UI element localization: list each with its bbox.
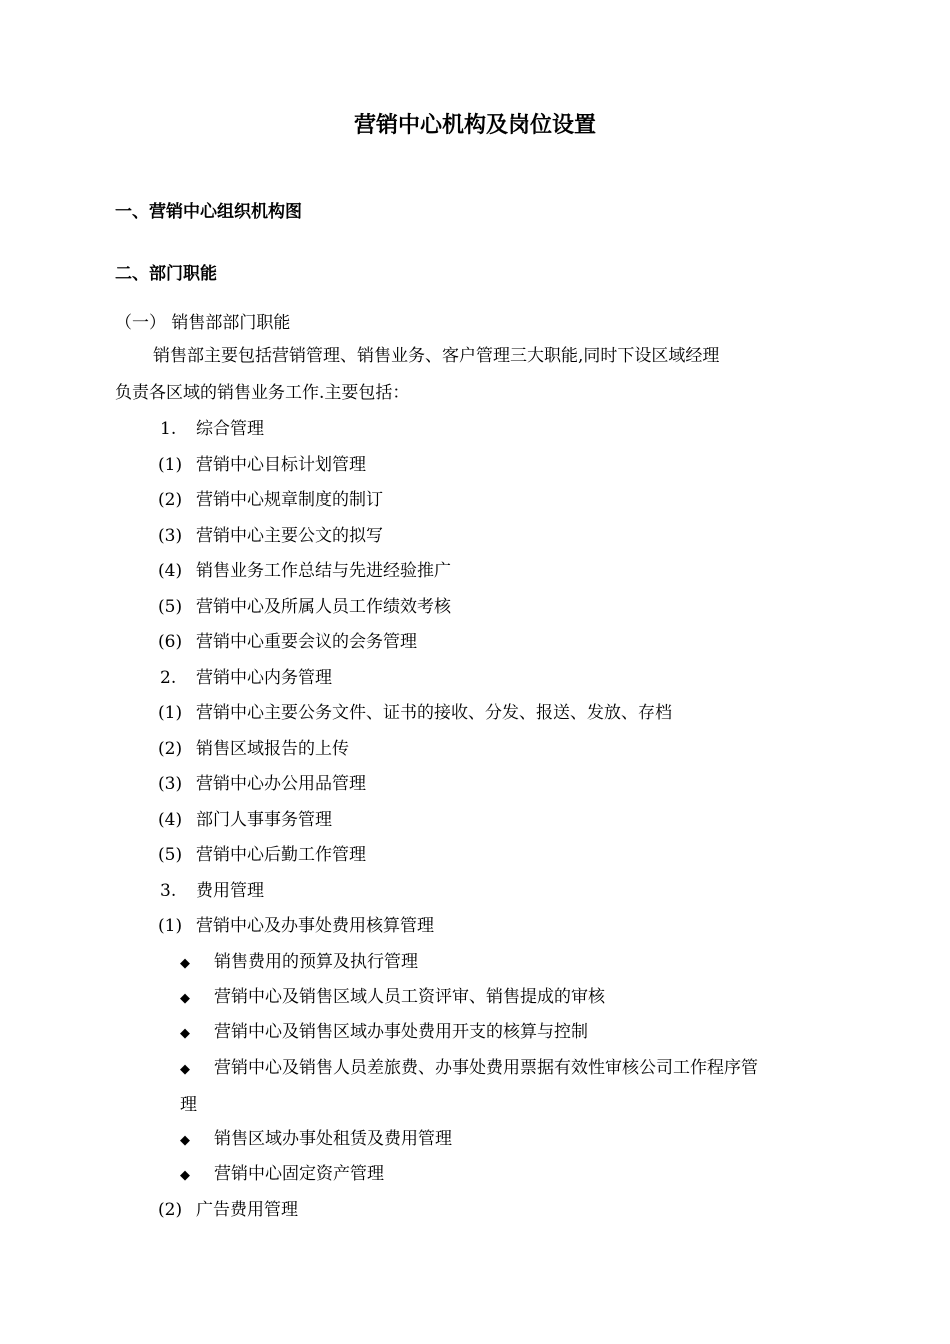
list-text: 营销中心及办事处费用核算管理 (196, 916, 434, 936)
list-number: (2) (158, 490, 183, 510)
list-number: 1. (160, 419, 177, 439)
list-number: (6) (158, 632, 183, 652)
bullet-text: 营销中心及销售人员差旅费、办事处费用票据有效性审核公司工作程序管 (214, 1058, 758, 1078)
list-item (158, 809, 332, 831)
list-group-heading (160, 880, 264, 902)
list-item (158, 631, 417, 653)
list-text: 营销中心办公用品管理 (196, 774, 366, 794)
list-item (158, 773, 366, 795)
list-number: 3. (160, 881, 177, 901)
bullet-text: 销售区域办事处租赁及费用管理 (214, 1129, 452, 1149)
list-number: (1) (158, 703, 183, 723)
bullet-item (180, 1163, 384, 1187)
list-item (158, 560, 451, 582)
list-item (158, 525, 383, 547)
list-label: 综合管理 (196, 419, 264, 439)
subsection-heading-sales: （一） 销售部部门职能 (115, 313, 291, 333)
list-text: 营销中心后勤工作管理 (196, 845, 366, 865)
list-number: (4) (158, 561, 183, 581)
bullet-continuation: 理 (180, 1095, 197, 1115)
list-item (158, 454, 366, 476)
list-item (158, 844, 366, 866)
bullet-text: 销售费用的预算及执行管理 (214, 952, 418, 972)
diamond-bullet-icon: ◆ (180, 1168, 190, 1183)
list-number: (5) (158, 597, 183, 617)
list-text: 营销中心规章制度的制订 (196, 490, 383, 510)
bullet-item (180, 986, 605, 1010)
list-number: (3) (158, 526, 183, 546)
list-text: 销售业务工作总结与先进经验推广 (196, 561, 451, 581)
list-number: (1) (158, 455, 183, 475)
list-text: 销售区域报告的上传 (196, 739, 349, 759)
list-number: (4) (158, 810, 183, 830)
intro-paragraph-line-2: 负责各区域的销售业务工作.主要包括： (115, 383, 410, 403)
list-text: 广告费用管理 (196, 1200, 298, 1220)
list-text: 部门人事事务管理 (196, 810, 332, 830)
list-text: 营销中心目标计划管理 (196, 455, 366, 475)
list-item (158, 915, 434, 937)
diamond-bullet-icon: ◆ (180, 1062, 190, 1077)
list-group-heading (160, 667, 332, 689)
diamond-bullet-icon: ◆ (180, 1133, 190, 1148)
list-number: (3) (158, 774, 183, 794)
list-text: 营销中心重要会议的会务管理 (196, 632, 417, 652)
bullet-text: 营销中心固定资产管理 (214, 1164, 384, 1184)
diamond-bullet-icon: ◆ (180, 1026, 190, 1041)
list-number: 2. (160, 668, 177, 688)
list-label: 费用管理 (196, 881, 264, 901)
list-number: (1) (158, 916, 183, 936)
list-number: (2) (158, 1200, 183, 1220)
list-label: 营销中心内务管理 (196, 668, 332, 688)
diamond-bullet-icon: ◆ (180, 991, 190, 1006)
bullet-text: 营销中心及销售区域办事处费用开支的核算与控制 (214, 1022, 588, 1042)
bullet-text: 营销中心及销售区域人员工资评审、销售提成的审核 (214, 987, 605, 1007)
list-item (158, 596, 451, 618)
list-item (158, 1199, 298, 1221)
section-heading-dept-functions: 二、部门职能 (115, 264, 217, 284)
bullet-item (180, 1128, 452, 1152)
bullet-item (180, 1021, 588, 1045)
bullet-item (180, 1057, 758, 1081)
list-text: 营销中心及所属人员工作绩效考核 (196, 597, 451, 617)
bullet-item (180, 951, 418, 975)
list-number: (5) (158, 845, 183, 865)
list-item (158, 489, 383, 511)
section-heading-org-chart: 一、营销中心组织机构图 (115, 202, 302, 222)
list-text: 营销中心主要公文的拟写 (196, 526, 383, 546)
intro-paragraph-line-1: 销售部主要包括营销管理、销售业务、客户管理三大职能,同时下设区域经理 (153, 346, 720, 366)
list-item (158, 738, 349, 760)
list-item (158, 702, 672, 724)
page-title: 营销中心机构及岗位设置 (353, 113, 596, 138)
list-number: (2) (158, 739, 183, 759)
list-text: 营销中心主要公务文件、证书的接收、分发、报送、发放、存档 (196, 703, 672, 723)
list-group-heading (160, 418, 264, 440)
diamond-bullet-icon: ◆ (180, 956, 190, 971)
